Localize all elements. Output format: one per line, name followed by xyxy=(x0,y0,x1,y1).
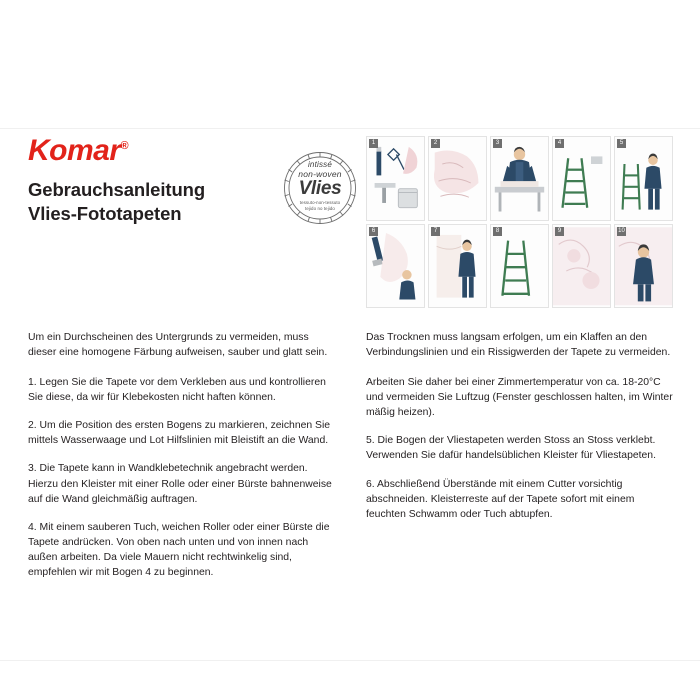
hang-first-sheet-icon xyxy=(429,225,486,308)
paragraph-step-5: 5. Die Bogen der Vliestapeten werden Stoss an Stoss verklebt. Verwenden Sie dafür handelsüblichen Kleister für Vliestapeten. xyxy=(366,435,656,462)
paragraph-temperature: Arbeiten Sie daher bei einer Zimmertemperatur von ca. 18-20°C und vermeiden Sie Luftzug (Fenster geschlossen halten, im Winter mäßig heizen). xyxy=(366,377,673,419)
seal-line-4: tessuto-non-tessuto xyxy=(299,200,341,205)
step-number-7: 7 xyxy=(431,227,440,236)
vlies-seal xyxy=(274,142,366,234)
step-number-6: 6 xyxy=(369,227,378,236)
step-number-4: 4 xyxy=(555,139,564,148)
step-illustrations xyxy=(366,136,673,308)
step-illustration-1 xyxy=(366,136,425,221)
trim-overlap-cutter-icon xyxy=(615,225,672,308)
page-title xyxy=(28,178,288,227)
align-sheet-edges-icon xyxy=(491,225,548,308)
step-illustration-4 xyxy=(552,136,611,221)
tools-knife-scissors-icon xyxy=(367,137,424,220)
text-column-right xyxy=(366,330,673,535)
page-title-line2: Vlies-Fototapeten xyxy=(28,203,182,225)
paste-wall-roller-icon xyxy=(429,137,486,220)
seal-text xyxy=(274,142,366,234)
step-illustration-5 xyxy=(614,136,673,221)
step-illustration-2 xyxy=(428,136,487,221)
paragraph-intro: Um ein Durchscheinen des Untergrunds zu vermeiden, muss dieser eine homogene Färbung aufweisen, sauber und glatt sein. xyxy=(28,332,328,359)
top-divider xyxy=(0,128,700,129)
step-illustration-7 xyxy=(428,224,487,309)
step-number-9: 9 xyxy=(555,227,564,236)
step-number-5: 5 xyxy=(617,139,626,148)
step-number-3: 3 xyxy=(493,139,502,148)
paragraph-step-6: 6. Abschließend Überstände mit einem Cutter vorsichtig abschneiden. Kleisterreste auf der Tapete sofort mit einem feuchten Schwamm oder Tuch abtupfen. xyxy=(366,478,635,520)
step-illustration-3 xyxy=(490,136,549,221)
apply-paste-to-wall-icon xyxy=(553,137,610,220)
step-illustration-6 xyxy=(366,224,425,309)
ladder-positioning-icon xyxy=(615,137,672,220)
step-illustration-10 xyxy=(614,224,673,309)
registered-mark: ® xyxy=(120,140,129,152)
step-illustration-8 xyxy=(490,224,549,309)
step-number-10: 10 xyxy=(618,227,625,234)
brand-logo xyxy=(28,136,128,166)
paragraph-step-3: 3. Die Tapete kann in Wandklebetechnik angebracht werden. Hierzu den Kleister mit einer Rolle oder einer Bürste bahnenweise auf die Wand gleichmäßig auftragen. xyxy=(28,463,332,505)
paragraph-step-4: 4. Mit einem sauberen Tuch, weichen Roller oder einer Bürste die Tapete andrücken. Von oben nach unten und von innen nach außen arbeiten. Da viele Mauern nicht rechtwinkelig sind, empfehlen wir mit Bogen 4 zu beginnen. xyxy=(28,521,330,578)
paragraph-step-2: 2. Um die Position des ersten Bogens zu markieren, zeichnen Sie mittels Wasserwaage und Lot Hilfslinien mit Bleistift an die Wand. xyxy=(28,420,331,447)
paragraph-drying: Das Trocknen muss langsam erfolgen, um ein Klaffen an den Verbindungslinien und ein Rissigwerden der Tapete zu vermeiden. xyxy=(366,332,671,359)
step-number-8: 8 xyxy=(493,227,502,236)
cut-strips-on-table-icon xyxy=(491,137,548,220)
brush-paste-wall-icon xyxy=(367,225,424,308)
brand-name: Komar xyxy=(28,134,121,167)
page-title-line1: Gebrauchsanleitung xyxy=(28,179,206,200)
seal-line-1: intissé xyxy=(307,160,333,169)
step-illustration-9 xyxy=(552,224,611,309)
seal-line-3: Vlies xyxy=(298,178,342,199)
step-number-1: 1 xyxy=(369,139,378,148)
seal-line-5: tejido no tejido xyxy=(305,206,335,211)
bottom-divider xyxy=(0,660,700,661)
smooth-with-cloth-icon xyxy=(553,225,610,308)
paragraph-step-1: 1. Legen Sie die Tapete vor dem Verkleben aus und kontrollieren Sie diese, da wir für Klebekosten nicht haften können. xyxy=(28,377,326,404)
seal-line-2: non-woven xyxy=(298,169,342,179)
text-column-left xyxy=(28,330,333,593)
step-number-2: 2 xyxy=(431,139,440,148)
